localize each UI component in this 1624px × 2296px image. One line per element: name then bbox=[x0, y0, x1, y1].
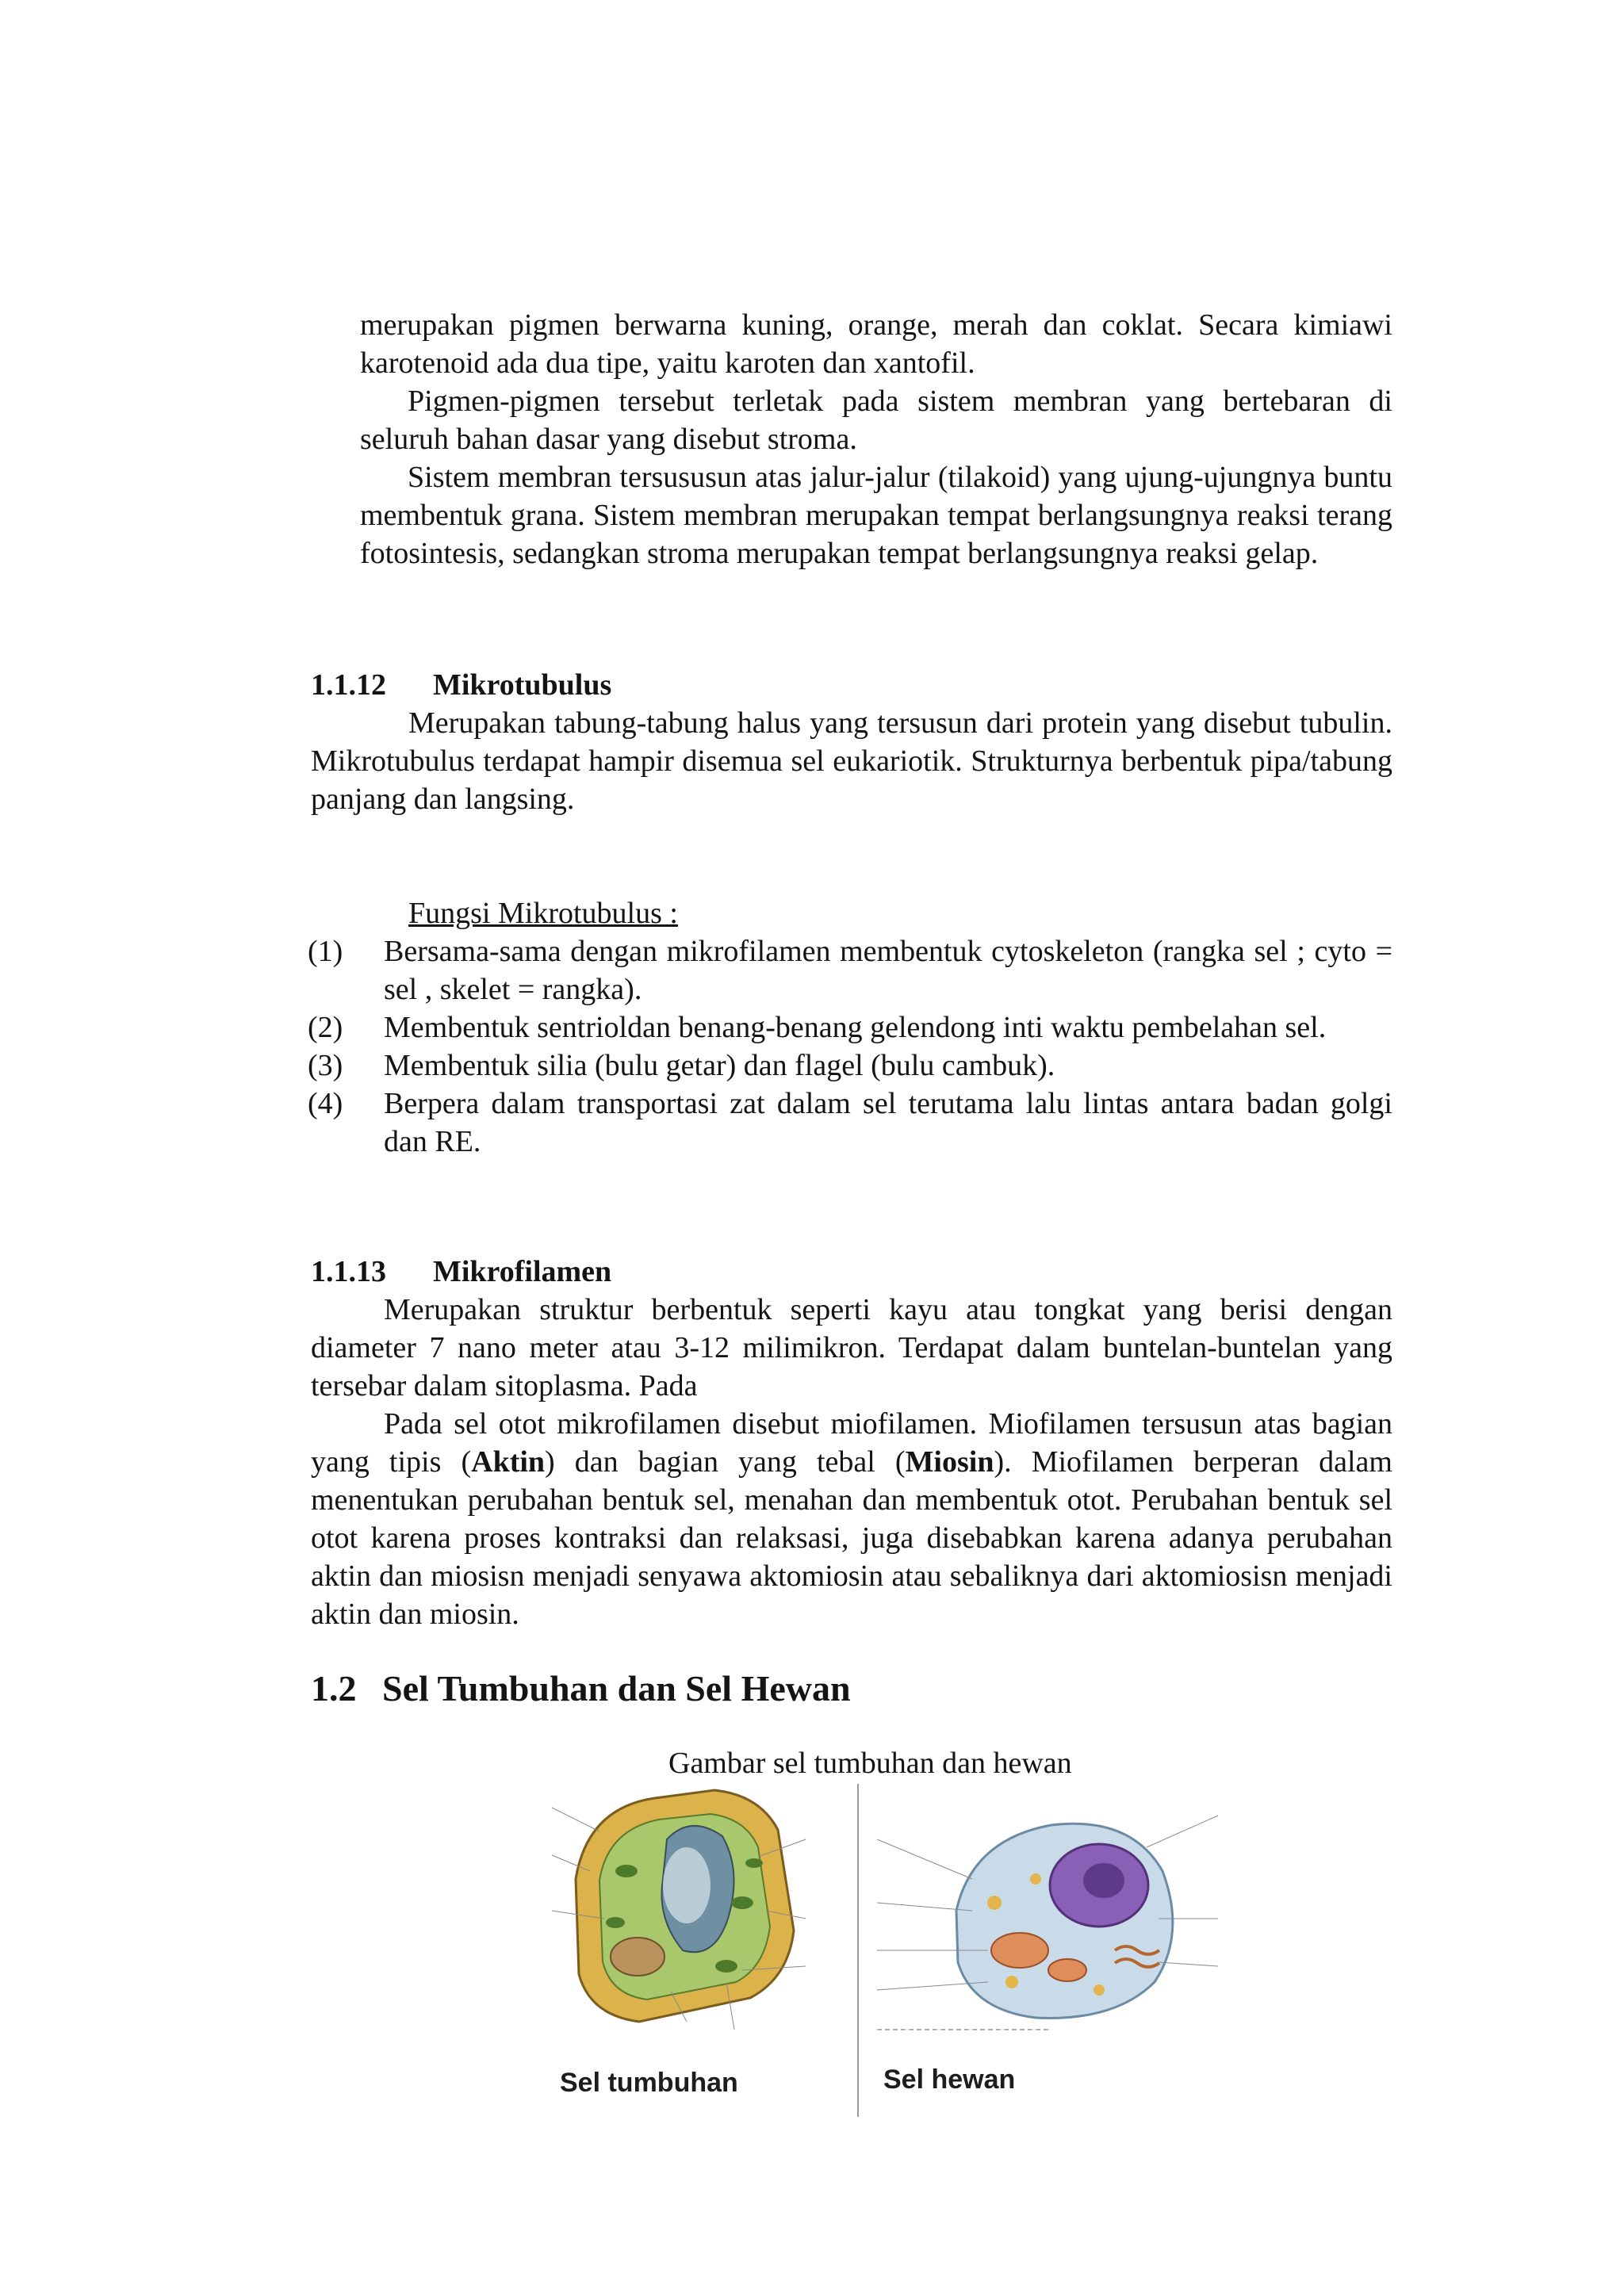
list-item: (3) Membentuk silia (bulu getar) dan flagel (bulu cambuk). bbox=[308, 1049, 1055, 1082]
paragraph-membrane-system: Sistem membran tersususun atas jalur-jalur (tilakoid) yang ujung-ujungnya buntu membentuk grana. Sistem membran merupakan tempat berlangsungnya reaksi terang fotosintesis, sedangkan stroma merupakan tempat berlangsungnya reaksi gelap. bbox=[360, 461, 1392, 570]
heading-mikrofilamen bbox=[311, 1253, 611, 1291]
list-item: (2) Membentuk sentrioldan benang-benang gelendong inti waktu pembelahan sel. bbox=[308, 1011, 1327, 1044]
section-title: Mikrofilamen bbox=[433, 1255, 612, 1288]
section-title: Sel Tumbuhan dan Sel Hewan bbox=[382, 1668, 851, 1709]
list-item: (4) Berpera dalam transportasi zat dalam sel terutama lalu lintas antara badan golgi dan RE. bbox=[308, 1087, 1392, 1158]
plant-cell-illustration bbox=[552, 1790, 806, 2030]
functions-title: Fungsi Mikrotubulus : bbox=[408, 897, 678, 930]
section-title: Mikrotubulus bbox=[433, 668, 612, 702]
term-aktin: Aktin bbox=[471, 1445, 546, 1479]
heading-sel-tumbuhan-hewan bbox=[311, 1667, 851, 1711]
section-number: 1.1.13 bbox=[311, 1255, 386, 1288]
section-number: 1.2 bbox=[311, 1668, 357, 1709]
animal-cell-label: Sel hewan bbox=[883, 2064, 1016, 2095]
paragraph-mikrotubulus: Merupakan tabung-tabung halus yang tersusun dari protein yang disebut tubulin. Mikrotubulus terdapat hampir disemua sel eukariotik. Strukturnya berbentuk pipa/tabung panjang dan langsing. bbox=[311, 706, 1392, 816]
paragraph-carotenoid: merupakan pigmen berwarna kuning, orange, merah dan coklat. Secara kimiawi karotenoid ada dua tipe, yaitu karoten dan xantofil. bbox=[360, 308, 1392, 380]
figure-caption: Gambar sel tumbuhan dan hewan bbox=[668, 1747, 1072, 1780]
paragraph-pigment-location: Pigmen-pigmen tersebut terletak pada sistem membran yang bertebaran di seluruh bahan dasar yang disebut stroma. bbox=[360, 385, 1392, 456]
animal-cell-illustration bbox=[877, 1816, 1218, 2030]
list-item: (1) Bersama-sama dengan mikrofilamen membentuk cytoskeleton (rangka sel ; cyto = sel , skelet = rangka). bbox=[308, 935, 1392, 1006]
functions-list bbox=[308, 932, 1392, 1161]
plant-cell-label: Sel tumbuhan bbox=[560, 2068, 738, 2098]
paragraph-mikrofilamen-2: Pada sel otot mikrofilamen disebut miofilamen. Miofilamen tersusun atas bagian yang tipis (Aktin) dan bagian yang tebal (Miosin). Miofilamen berperan dalam menentukan perubahan bentuk sel, menahan dan membentuk otot. Perubahan bentuk sel otot karena proses kontraksi dan relaksasi, juga disebabkan karena adanya perubahan aktin dan miosisn menjadi senyawa aktomiosin atau sebaliknya dari aktomiosisn menjadi aktin dan miosin. bbox=[311, 1407, 1392, 1631]
cell-figure bbox=[544, 1784, 1234, 2125]
paragraph-mikrofilamen-1: Merupakan struktur berbentuk seperti kayu atau tongkat yang berisi dengan diameter 7 nano meter atau 3-12 milimikron. Terdapat dalam buntelan-buntelan yang tersebar dalam sitoplasma. Pada bbox=[311, 1293, 1392, 1402]
term-miosin: Miosin bbox=[905, 1445, 994, 1479]
heading-mikrotubulus bbox=[311, 666, 611, 704]
section-number: 1.1.12 bbox=[311, 668, 386, 702]
